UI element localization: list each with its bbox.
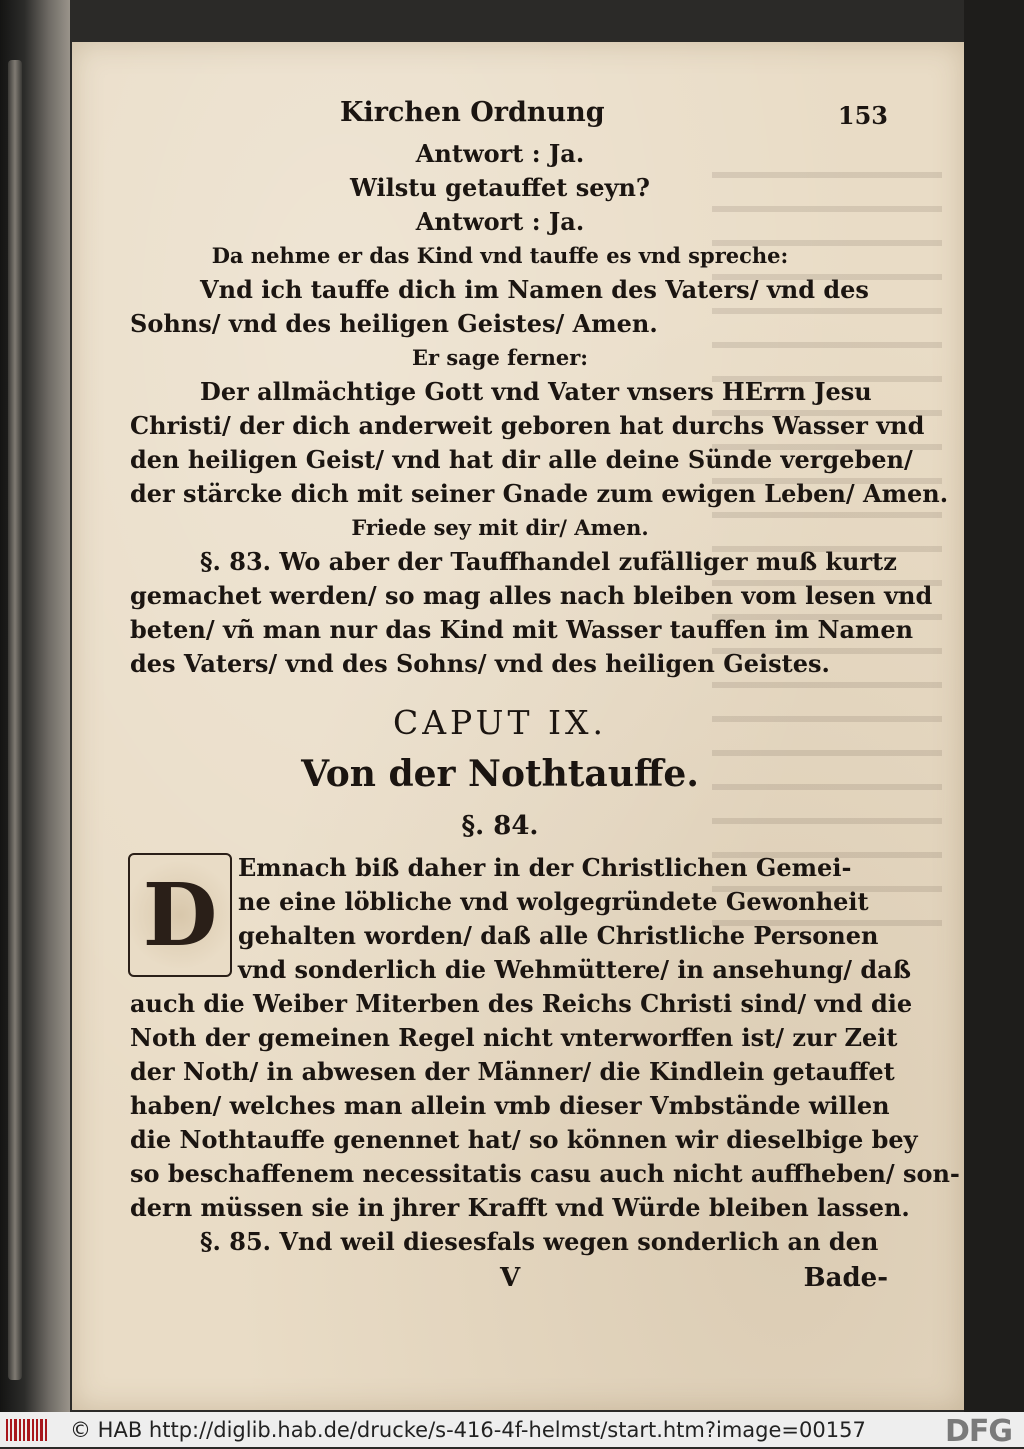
chapter-number: CAPUT IX. <box>392 703 608 742</box>
text-line: gemachet werden/ so mag alles nach bleiben vom lesen vnd <box>130 581 933 610</box>
text-line: ne eine löbliche vnd wolgegründete Gewonheit <box>238 887 869 916</box>
text-line: Sohns/ vnd des heiligen Geistes/ Amen. <box>130 309 658 338</box>
text-line: Friede sey mit dir/ Amen. <box>351 515 649 540</box>
viewer-footer <box>0 1412 1024 1447</box>
source-credit-link[interactable]: © HAB http://diglib.hab.de/drucke/s-416-4f-helmst/start.htm?image=00157 <box>70 1417 866 1442</box>
text-line: Antwort : Ja. <box>415 207 585 236</box>
text-line: auch die Weiber Miterben des Reichs Christi sind/ vnd die <box>130 989 913 1018</box>
text-line: der Noth/ in abwesen der Männer/ die Kindlein getauffet <box>130 1057 895 1086</box>
text-line: Wilstu getauffet seyn? <box>350 173 650 202</box>
signature-mark: V <box>500 1263 521 1293</box>
text-line: Christi/ der dich anderweit geboren hat durchs Wasser vnd <box>130 411 925 440</box>
text-line: Emnach biß daher in der Christlichen Gemei- <box>238 853 852 882</box>
scan-background <box>964 0 1024 1412</box>
text-line: haben/ welches man allein vmb dieser Vmbstände willen <box>130 1091 890 1120</box>
initial-paragraph <box>130 851 911 987</box>
header-title: Kirchen Ordnung <box>340 97 605 128</box>
dfg-logo: DFG <box>944 1414 1012 1449</box>
barcode-icon <box>6 1417 48 1443</box>
text-line: Der allmächtige Gott vnd Vater vnsers HErrn Jesu <box>200 377 872 406</box>
page-text <box>130 97 960 1303</box>
text-line: den heiligen Geist/ vnd hat dir alle deine Sünde vergeben/ <box>130 445 913 474</box>
text-line: der stärcke dich mit seiner Gnade zum ewigen Leben/ Amen. <box>130 479 949 508</box>
page-footer-marks <box>130 1263 888 1303</box>
text-line: gehalten worden/ daß alle Christliche Personen <box>238 921 879 950</box>
section-mark: §. 84. <box>461 811 539 841</box>
text-line: vnd sonderlich die Wehmüttere/ in ansehung/ daß <box>238 955 911 984</box>
book-edge <box>8 60 22 1380</box>
text-line: §. 83. Wo aber der Tauffhandel zufälliger muß kurtz <box>200 547 897 576</box>
catchword: Bade- <box>803 1263 888 1293</box>
text-line: Da nehme er das Kind vnd tauffe es vnd spreche: <box>211 243 789 268</box>
text-line: Er sage ferner: <box>411 345 589 370</box>
text-line: Vnd ich tauffe dich im Namen des Vaters/ vnd des <box>200 275 869 304</box>
decorated-initial: D <box>128 853 232 977</box>
text-line: beten/ vñ man nur das Kind mit Wasser tauffen im Namen <box>130 615 914 644</box>
text-line: §. 85. Vnd weil diesesfals wegen sonderlich an den <box>200 1227 879 1256</box>
text-line: des Vaters/ vnd des Sohns/ vnd des heiligen Geistes. <box>130 649 830 678</box>
text-line: Antwort : Ja. <box>415 139 585 168</box>
text-line: dern müssen sie in jhrer Krafft vnd Würde bleiben lassen. <box>130 1193 910 1222</box>
text-line: Noth der gemeinen Regel nicht vnterworffen ist/ zur Zeit <box>130 1023 898 1052</box>
book-page <box>72 42 964 1410</box>
text-line: die Nothtauffe genennet hat/ so können wir dieselbige bey <box>130 1125 918 1154</box>
page-number: 153 <box>837 101 888 130</box>
text-line: so beschaffenem necessitatis casu auch nicht auffheben/ son- <box>130 1159 960 1188</box>
running-header <box>130 97 888 137</box>
chapter-title: Von der Nothtauffe. <box>301 753 699 795</box>
book-gutter <box>0 0 70 1412</box>
